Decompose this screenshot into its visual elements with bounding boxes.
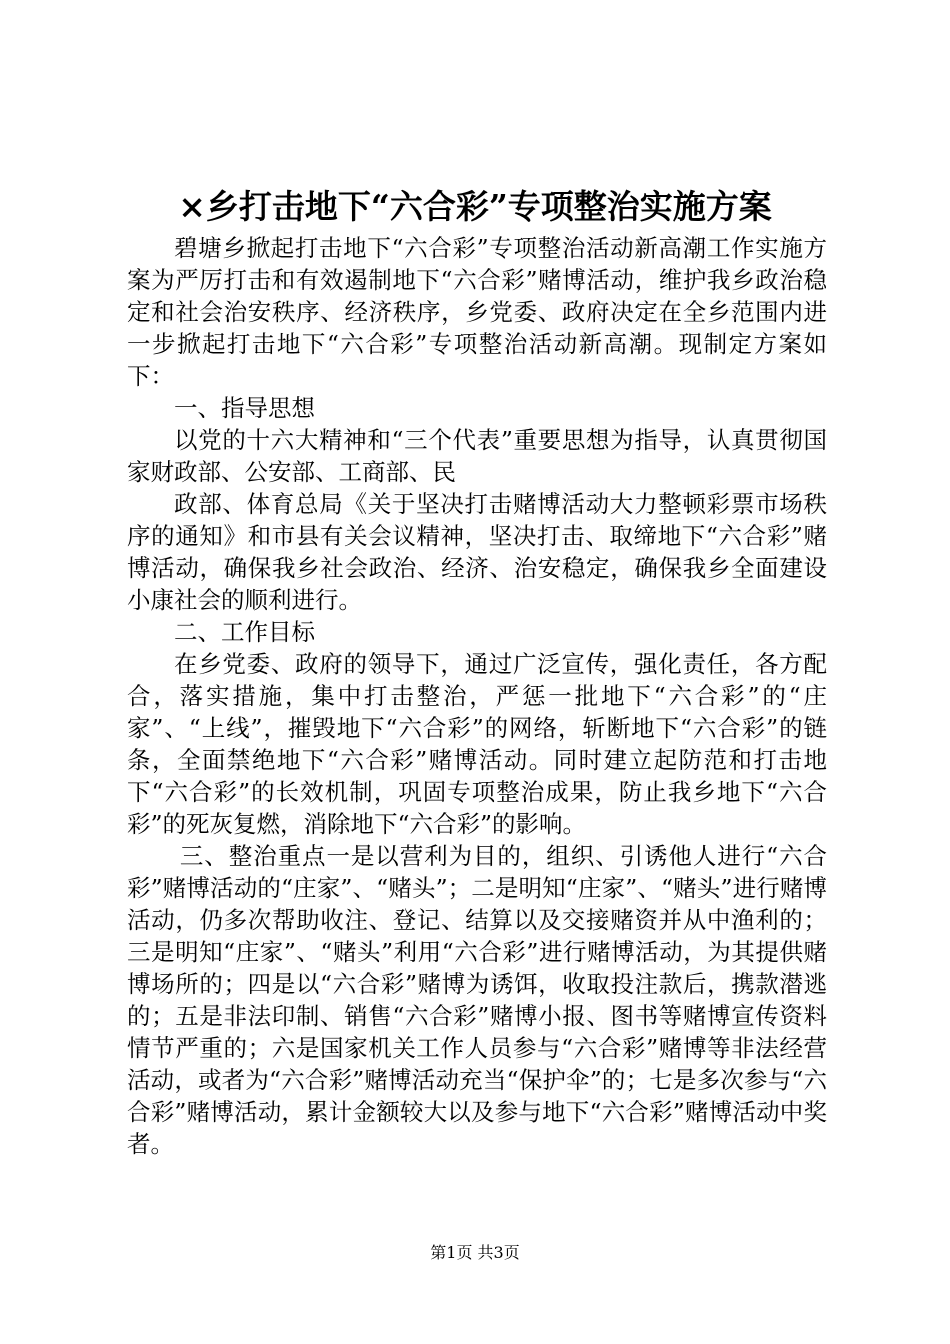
intro-paragraph: 碧塘乡掀起打击地下“六合彩”专项整治活动新高潮工作实施方案为严厉打击和有效遏制地下“六合彩”赌博活动，维护我乡政治稳定和社会治安秩序、经济秩序，乡党委、政府决定在全乡范围内进一步掀起打击地下“六合彩”专项整治活动新高潮。现制定方案如下：	[127, 234, 827, 390]
document-body	[127, 232, 827, 1160]
section-heading-work-goals: 二、工作目标	[174, 618, 315, 646]
page-number-footer: 第1页 共3页	[430, 1243, 520, 1262]
guiding-ideology-paragraph: 以党的十六大精神和“三个代表”重要思想为指导，认真贯彻国家财政部、公安部、工商部、民	[127, 426, 827, 486]
work-goals-paragraph: 在乡党委、政府的领导下，通过广泛宣传，强化责任，各方配合，落实措施，集中打击整治，严惩一批地下“六合彩”的“庄家”、“上线”，摧毁地下“六合彩”的网络，斩断地下“六合彩”的链条，全面禁绝地下“六合彩”赌博活动。同时建立起防范和打击地下“六合彩”的长效机制，巩固专项整治成果，防止我乡地下“六合彩”的死灰复燃，消除地下“六合彩”的影响。	[127, 650, 827, 838]
guiding-ideology-continued-paragraph: 政部、体育总局《关于坚决打击赌博活动大力整顿彩票市场秩序的通知》和市县有关会议精神，坚决打击、取缔地下“六合彩”赌博活动，确保我乡社会政治、经济、治安稳定，确保我乡全面建设小康社会的顺利进行。	[127, 490, 827, 614]
document-title: ×乡打击地下“六合彩”专项整治实施方案	[178, 187, 772, 226]
rectification-focus-paragraph: 三、整治重点一是以营利为目的，组织、引诱他人进行“六合彩”赌博活动的“庄家”、“赌头”；二是明知“庄家”、“赌头”进行赌博活动，仍多次帮助收注、登记、结算以及交接赌资并从中渔利的；三是明知“庄家”、“赌头”利用“六合彩”进行赌博活动，为其提供赌博场所的；四是以“六合彩”赌博为诱饵，收取投注款后，携款潜逃的；五是非法印制、销售“六合彩”赌博小报、图书等赌博宣传资料情节严重的；六是国家机关工作人员参与“六合彩”赌博等非法经营活动，或者为“六合彩”赌博活动充当“保护伞”的；七是多次参与“六合彩”赌博活动，累计金额较大以及参与地下“六合彩”赌博活动中奖者。	[127, 842, 827, 1158]
section-heading-guiding-ideology: 一、指导思想	[174, 394, 315, 422]
